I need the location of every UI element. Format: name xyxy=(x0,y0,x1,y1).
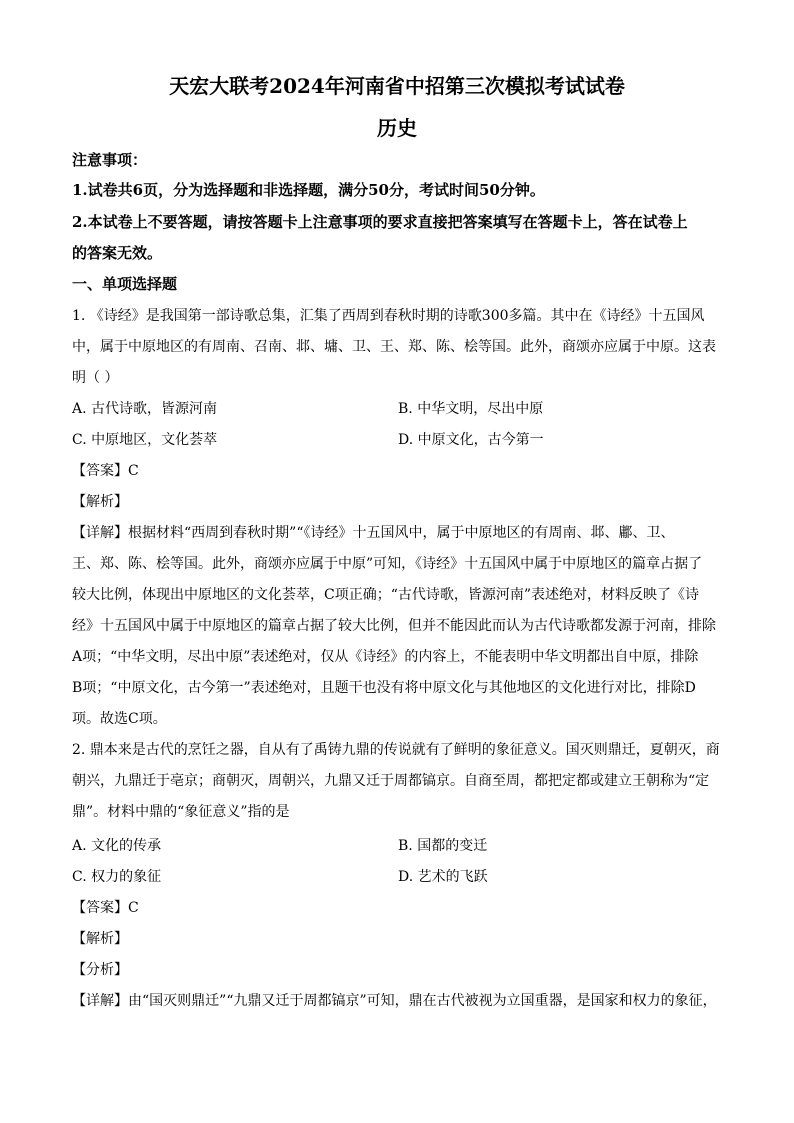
q2-option-b: B. 国都的变迁 xyxy=(398,838,488,854)
q1-analysis-tag: 【解析】 xyxy=(72,494,128,510)
q1-detail-line-2: 王、郑、陈、桧等国。此外，商颂亦应属于中原”可知，《诗经》十五国风中属于中原地区的篇章占据了 xyxy=(72,556,703,572)
q1-option-a: A. 古代诗歌，皆源河南 xyxy=(72,401,218,417)
subject-title: 历史 xyxy=(377,116,417,140)
exam-title: 天宏大联考2024年河南省中招第三次模拟考试试卷 xyxy=(169,74,625,98)
q1-answer: 【答案】C xyxy=(72,463,139,479)
q2-option-a: A. 文化的传承 xyxy=(72,838,162,854)
q2-stem-line-3: 鼎”。材料中鼎的“象征意义”指的是 xyxy=(72,804,290,820)
q2-analysis-tag: 【解析】 xyxy=(72,931,128,947)
q1-option-d: D. 中原文化，古今第一 xyxy=(398,432,544,448)
q1-stem-line-2: 中，属于中原地区的有周南、召南、邶、墉、卫、王、郑、陈、桧等国。此外，商颂亦应属于中原。这表 xyxy=(72,339,716,355)
q1-stem-line-1: 1. 《诗经》是我国第一部诗歌总集，汇集了西周到春秋时期的诗歌300多篇。其中在《诗经》十五国风 xyxy=(72,308,705,324)
q2-answer: 【答案】C xyxy=(72,900,139,916)
q1-detail-line-1: 【详解】根据材料“西周到春秋时期”“《诗经》十五国风中，属于中原地区的有周南、邶、鄘、卫、 xyxy=(72,525,675,541)
q2-stem-line-1: 2. 鼎本来是古代的烹饪之器，自从有了禹铸九鼎的传说就有了鲜明的象征意义。国灭则鼎迁，夏朝灭，商 xyxy=(72,742,720,758)
q1-detail-line-3: 较大比例，体现出中原地区的文化荟萃，C项正确；“古代诗歌，皆源河南”表述绝对，材料反映了《诗 xyxy=(72,587,700,603)
q1-detail-line-7: 项。故选C项。 xyxy=(72,711,167,727)
q1-detail-line-6: B项；“中原文化，古今第一”表述绝对，且题干也没有将中原文化与其他地区的文化进行对比，排除D xyxy=(72,680,696,696)
notes-item-2-line-1: 2.本试卷上不要答题，请按答题卡上注意事项的要求直接把答案填写在答题卡上，答在试卷上 xyxy=(72,213,688,231)
q1-detail-line-5: A项；“中华文明，尽出中原”表述绝对，仅从《诗经》的内容上，不能表明中华文明都出自中原，排除 xyxy=(72,649,699,665)
q1-stem-line-3: 明（ ） xyxy=(72,370,119,386)
q2-option-d: D. 艺术的飞跃 xyxy=(398,869,488,885)
q1-detail-line-4: 经》十五国风中属于中原地区的篇章占据了较大比例，但并不能因此而认为古代诗歌都发源于河南，排除 xyxy=(72,618,716,634)
notes-item-1: 1.试卷共6页，分为选择题和非选择题，满分50分，考试时间50分钟。 xyxy=(72,181,545,199)
q2-option-c: C. 权力的象征 xyxy=(72,869,162,885)
q2-fenxi-tag: 【分析】 xyxy=(72,962,128,978)
q2-stem-line-2: 朝兴，九鼎迁于亳京；商朝灭，周朝兴，九鼎又迁于周都镐京。自商至周，都把定都或建立王朝称为“定 xyxy=(72,773,710,789)
notes-heading: 注意事项： xyxy=(72,151,148,169)
q1-option-c: C. 中原地区，文化荟萃 xyxy=(72,432,218,448)
notes-item-2-line-2: 的答案无效。 xyxy=(72,244,163,262)
q1-option-b: B. 中华文明，尽出中原 xyxy=(398,401,544,417)
section-heading: 一、单项选择题 xyxy=(72,275,178,293)
q2-detail-line-1: 【详解】由“国灭则鼎迁”“九鼎又迁于周都镐京”可知，鼎在古代被视为立国重器，是国家和权力的象征， xyxy=(72,993,717,1009)
